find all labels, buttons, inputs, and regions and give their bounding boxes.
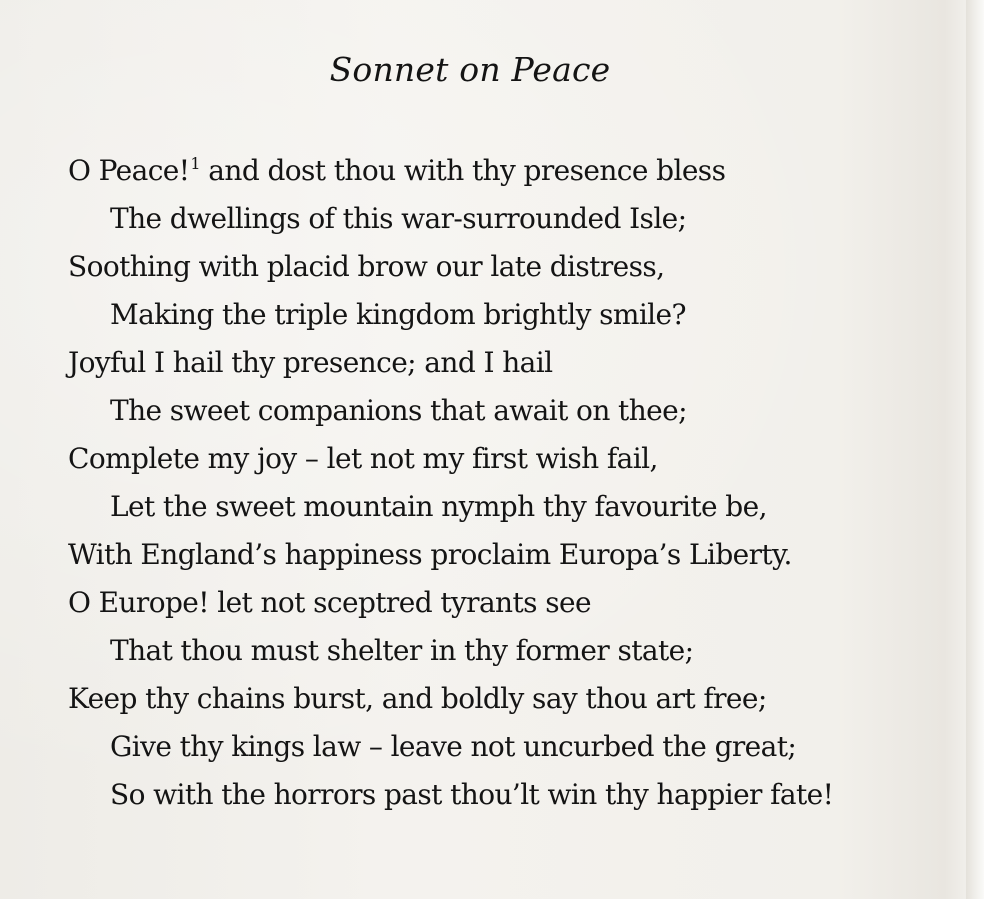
poem-line-1 [68,147,833,195]
page-edge [966,0,984,899]
poem-line-5: Joyful I hail thy presence; and I hail [68,346,553,379]
poem-line-7: Complete my joy – let not my first wish fail, [68,442,658,475]
poem-line-1-start: O Peace! [68,154,190,187]
poem-line-4: Making the triple kingdom brightly smile? [110,298,686,331]
poem-line-14: So with the horrors past thou’lt win thy happier fate! [110,778,834,811]
poem-line-11: That thou must shelter in thy former state; [110,634,694,667]
poem-body [68,147,833,819]
poem-title: Sonnet on Peace [329,50,611,89]
poem-line-12: Keep thy chains burst, and boldly say thou art free; [68,682,767,715]
poem-line-3: Soothing with placid brow our late distress, [68,250,665,283]
poem-line-10: O Europe! let not sceptred tyrants see [68,586,591,619]
poem-line-9: With England’s happiness proclaim Europa’s Liberty. [68,538,792,571]
poem-line-1-rest: and dost thou with thy presence bless [200,154,726,187]
footnote-reference: 1 [190,154,200,173]
poem-line-2: The dwellings of this war-surrounded Isle; [110,202,687,235]
poem-line-13: Give thy kings law – leave not uncurbed the great; [110,730,797,763]
poem-line-6: The sweet companions that await on thee; [110,394,687,427]
poem-line-8: Let the sweet mountain nymph thy favourite be, [110,490,767,523]
